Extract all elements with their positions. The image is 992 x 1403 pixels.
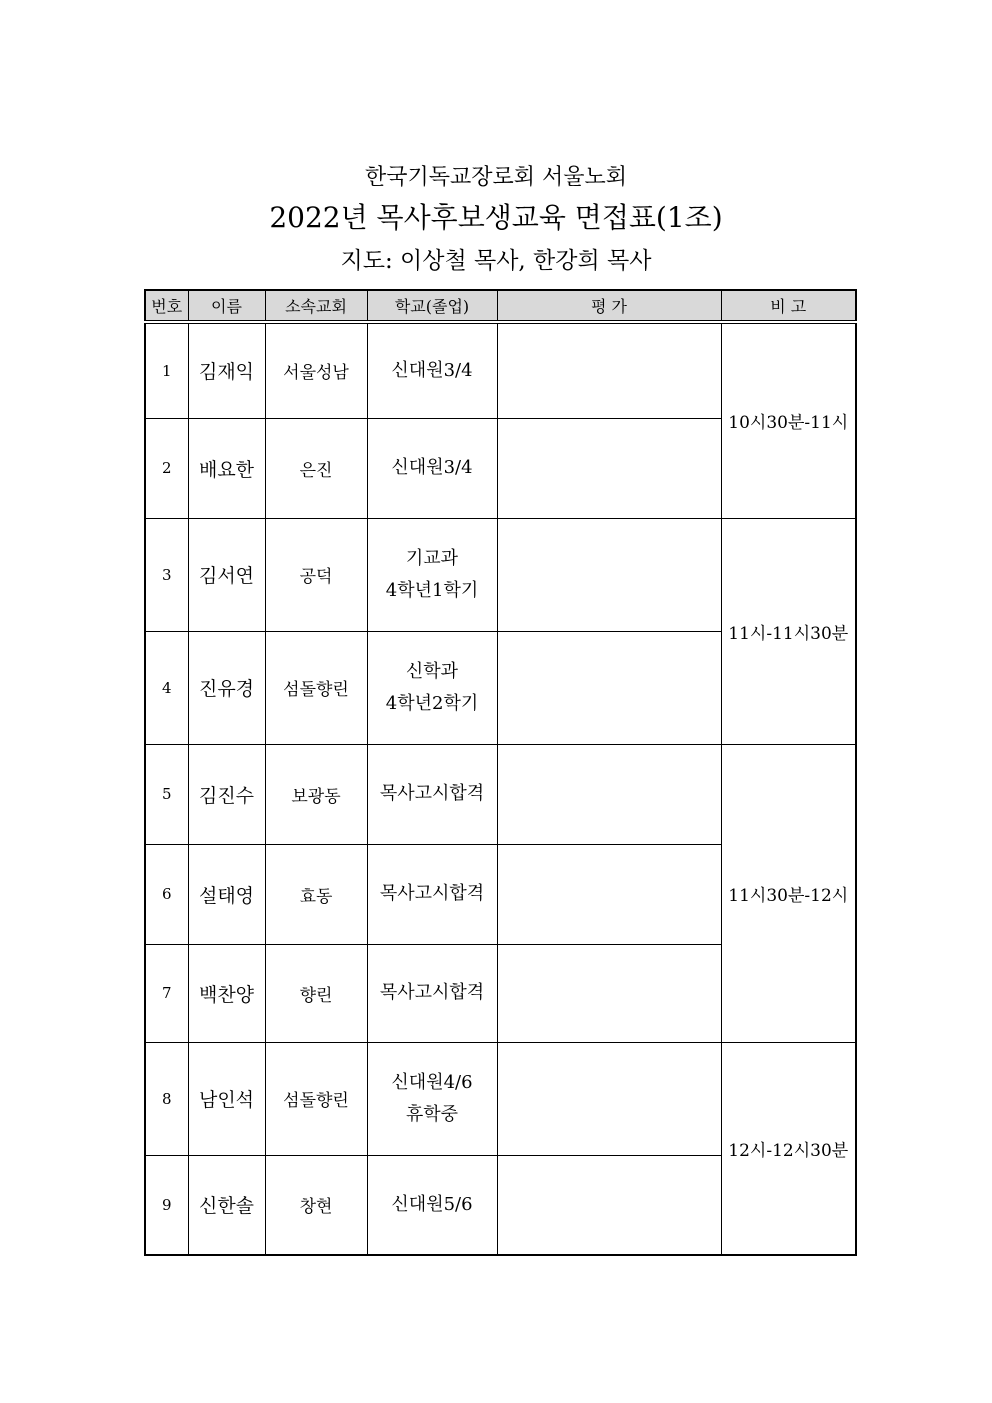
col-header-note: 비 고 <box>721 290 856 322</box>
school-status <box>367 322 497 418</box>
row-number: 8 <box>145 1042 188 1155</box>
candidate-name: 진유경 <box>188 631 265 744</box>
row-number: 5 <box>145 744 188 844</box>
time-slot: 11시30분-12시 <box>721 744 856 1042</box>
row-number: 3 <box>145 518 188 631</box>
organization-title: 한국기독교장로회 서울노회 <box>364 165 628 190</box>
church-name: 서울성남 <box>265 322 367 418</box>
time-slot: 11시-11시30분 <box>721 518 856 744</box>
school-line: 신학과 <box>405 660 459 682</box>
col-header-evaluation: 평 가 <box>497 290 721 322</box>
church-name: 섬돌향린 <box>265 1042 367 1155</box>
school-line: 휴학중 <box>405 1103 459 1125</box>
school-line: 신대원3/4 <box>391 359 473 381</box>
col-header-school: 학교(졸업) <box>367 290 497 322</box>
school-status <box>367 1042 497 1155</box>
church-name: 보광동 <box>265 744 367 844</box>
school-status <box>367 418 497 518</box>
candidate-name: 남인석 <box>188 1042 265 1155</box>
school-line: 기교과 <box>405 547 459 569</box>
church-name: 공덕 <box>265 518 367 631</box>
candidate-name: 김서연 <box>188 518 265 631</box>
candidate-name: 신한솔 <box>188 1155 265 1255</box>
interview-table <box>144 289 857 1256</box>
col-header-number: 번호 <box>145 290 188 322</box>
col-header-name: 이름 <box>188 290 265 322</box>
church-name: 창현 <box>265 1155 367 1255</box>
row-number: 6 <box>145 844 188 944</box>
time-slot: 10시30분-11시 <box>721 322 856 518</box>
evaluation-cell[interactable] <box>497 744 721 844</box>
school-line: 목사고시합격 <box>379 783 485 804</box>
school-line: 4학년2학기 <box>385 692 479 714</box>
school-line: 4학년1학기 <box>385 579 479 601</box>
table-row <box>145 322 856 418</box>
row-number: 1 <box>145 322 188 418</box>
evaluation-cell[interactable] <box>497 944 721 1042</box>
time-slot: 12시-12시30분 <box>721 1042 856 1255</box>
row-number: 9 <box>145 1155 188 1255</box>
advisors-line: 지도: 이상철 목사, 한강희 목사 <box>340 248 652 274</box>
school-line: 목사고시합격 <box>379 883 485 904</box>
table-header-row <box>145 290 856 322</box>
document-title: 2022년 목사후보생교육 면접표(1조) <box>269 201 723 234</box>
school-line: 신대원4/6 <box>391 1071 473 1093</box>
evaluation-cell[interactable] <box>497 322 721 418</box>
evaluation-cell[interactable] <box>497 1042 721 1155</box>
evaluation-cell[interactable] <box>497 631 721 744</box>
row-number: 7 <box>145 944 188 1042</box>
church-name: 향린 <box>265 944 367 1042</box>
school-status <box>367 844 497 944</box>
church-name: 섬돌향린 <box>265 631 367 744</box>
candidate-name: 김진수 <box>188 744 265 844</box>
row-number: 2 <box>145 418 188 518</box>
school-status <box>367 631 497 744</box>
school-line: 신대원3/4 <box>391 457 473 478</box>
candidate-name: 백찬양 <box>188 944 265 1042</box>
table-row <box>145 518 856 631</box>
table-row <box>145 1042 856 1155</box>
church-name: 은진 <box>265 418 367 518</box>
school-status <box>367 944 497 1042</box>
evaluation-cell[interactable] <box>497 518 721 631</box>
school-status <box>367 744 497 844</box>
school-status <box>367 518 497 631</box>
candidate-name: 김재익 <box>188 322 265 418</box>
table-row <box>145 744 856 844</box>
school-line: 목사고시합격 <box>379 982 485 1003</box>
candidate-name: 설태영 <box>188 844 265 944</box>
col-header-church: 소속교회 <box>265 290 367 322</box>
school-status <box>367 1155 497 1255</box>
evaluation-cell[interactable] <box>497 844 721 944</box>
row-number: 4 <box>145 631 188 744</box>
evaluation-cell[interactable] <box>497 418 721 518</box>
church-name: 효동 <box>265 844 367 944</box>
candidate-name: 배요한 <box>188 418 265 518</box>
evaluation-cell[interactable] <box>497 1155 721 1255</box>
school-line: 신대원5/6 <box>391 1193 473 1215</box>
